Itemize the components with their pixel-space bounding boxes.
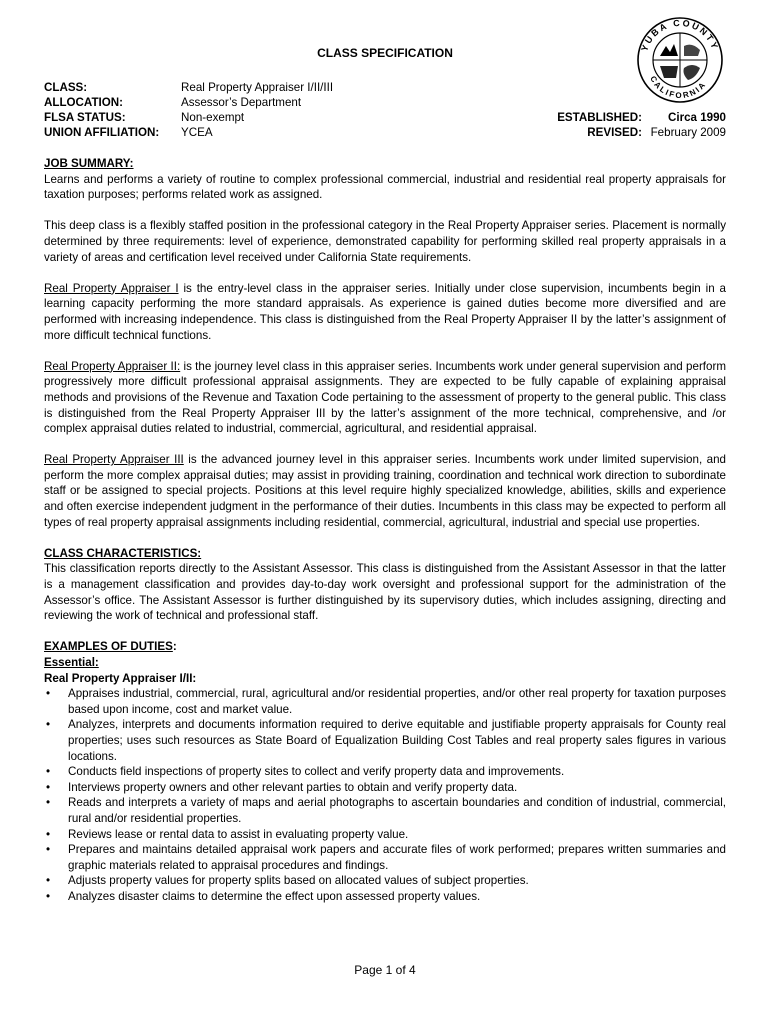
duties-list [44, 686, 726, 904]
bullet-icon: • [46, 687, 51, 701]
essential-label: Essential: [44, 656, 99, 669]
job-summary-intro: Learns and performs a variety of routine to complex professional commercial, industrial and residential real property appraisals for taxation purposes; performs related work as assigned. [44, 172, 726, 202]
list-item: • Adjusts property values for property splits based on allocated values of subject properties. [46, 874, 529, 888]
examples-heading: EXAMPLES OF DUTIES: [44, 640, 177, 654]
seal-bottom-text: CALIFORNIA [648, 74, 709, 101]
list-item: • Appraises industrial, commercial, rural, agricultural and/or residential properties, and/or other real property for taxation purposes based upon income, cost and market value. [46, 687, 726, 716]
list-item: • Analyzes disaster claims to determine the effect upon assessed property values. [46, 889, 481, 903]
page-title: CLASS SPECIFICATION [317, 46, 453, 60]
appraiser-iii-paragraph: Real Property Appraiser III is the advanced journey level in this appraiser series. Incumbents work under limited supervision, and perform the more complex appraisal duties; may assist in providing training, coordination and technical work direction to subordinate staff or be assigned to special projects. Positions at this level require highly specialized knowledge, abilities, skills and experience and often exercise independent judgment in the performance of their duties. Incumbents in this class may be expected to perform all types of real property appraisal assignments including residential, commercial, agricultural, industrial and special use properties. [44, 453, 726, 529]
bullet-icon: • [46, 796, 51, 810]
bullet-icon: • [46, 843, 51, 857]
bullet-icon: • [46, 889, 51, 903]
bullet-icon: • [46, 827, 51, 841]
page-number: Page 1 of 4 [354, 963, 416, 977]
list-item: • Reads and interprets a variety of maps and aerial photographs to ascertain boundaries and condition of industrial, commercial, rural and/or residential properties. [46, 796, 726, 825]
seal-top-text: YUBA COUNTY [639, 17, 721, 53]
list-item: • Prepares and maintains detailed appraisal work papers and accurate files of work performed; prepares written summaries and graphic materials related to appraisal procedures and findings. [46, 843, 726, 872]
job-summary-deep-class: This deep class is a flexibly staffed position in the professional category in the Real Property Appraiser series. Placement is normally determined by three requirements: level of experience, demonstrated capability for performing skilled real property appraisals in a variety of areas and certification level received under California State requirements. [44, 219, 726, 264]
list-item: • Analyzes, interprets and documents information required to derive equitable and justifiable property appraisals for County real properties; uses such resources as State Board of Equalization Building Cost Tables and real property sales figures in various locations. [46, 718, 726, 763]
document-body [44, 156, 726, 905]
appraiser-ii-paragraph: Real Property Appraiser II: is the journey level class in this appraiser series. Incumbents work under general supervision and perform progressively more difficult professional appraisal assignments. They are expected to be fully capable of explaining appraisal methods and provisions of the Revenue and Taxation Code pertaining to the assessment of property to the general public. This class is distinguished from the Real Property Appraiser III by the latter’s assignment of the more technical, comprehensive, and /or complex appraisal duties related to industrial, commercial, agricultural, and residential appraisal. [44, 359, 726, 436]
bullet-icon: • [46, 780, 51, 794]
list-item: • Interviews property owners and other relevant parties to obtain and verify property data. [46, 780, 518, 794]
list-item: • Reviews lease or rental data to assist in evaluating property value. [46, 827, 409, 841]
class-characteristics-heading: CLASS CHARACTERISTICS: [44, 546, 202, 560]
revised-row: REVISED: February 2009 [587, 126, 726, 139]
duties-subheading: Real Property Appraiser I/II: [44, 671, 197, 685]
list-item: • Conducts field inspections of property sites to collect and verify property data and improvements. [46, 765, 565, 779]
header-block: CLASS: Real Property Appraiser I/II/III ALLOCATION: Assessor’s Department FLSA STATUS: Non-exempt UNION AFFILIATION: YCEA ESTABLISHED: Circa 1990 REVISED: February 2009 [44, 81, 726, 139]
job-summary-heading: JOB SUMMARY: [44, 157, 134, 170]
bullet-icon: • [46, 718, 51, 732]
appraiser-i-paragraph: Real Property Appraiser I is the entry-level class in the appraiser series. Initially under close supervision, incumbents begin in a learning capacity performing the more standard appraisals. As experience is gained duties become more diversified and are performed with increasing independence. This class is distinguished from the Real Property Appraiser II by the latter’s assignment of more difficult technical functions. [44, 281, 726, 342]
bullet-icon: • [46, 765, 51, 779]
bullet-icon: • [46, 874, 51, 888]
established-row: ESTABLISHED: Circa 1990 [557, 111, 726, 124]
class-characteristics-text: This classification reports directly to the Assistant Assessor. This class is distinguished from the Assistant Assessor in that the latter is a management classification and provides day-to-day work oversight and professional support for the administration of the Assessor’s office. The Assistant Assessor is further distinguished by its supervisory duties, which includes assigning, directing and reviewing the work of technical and professional staff. [44, 562, 726, 623]
